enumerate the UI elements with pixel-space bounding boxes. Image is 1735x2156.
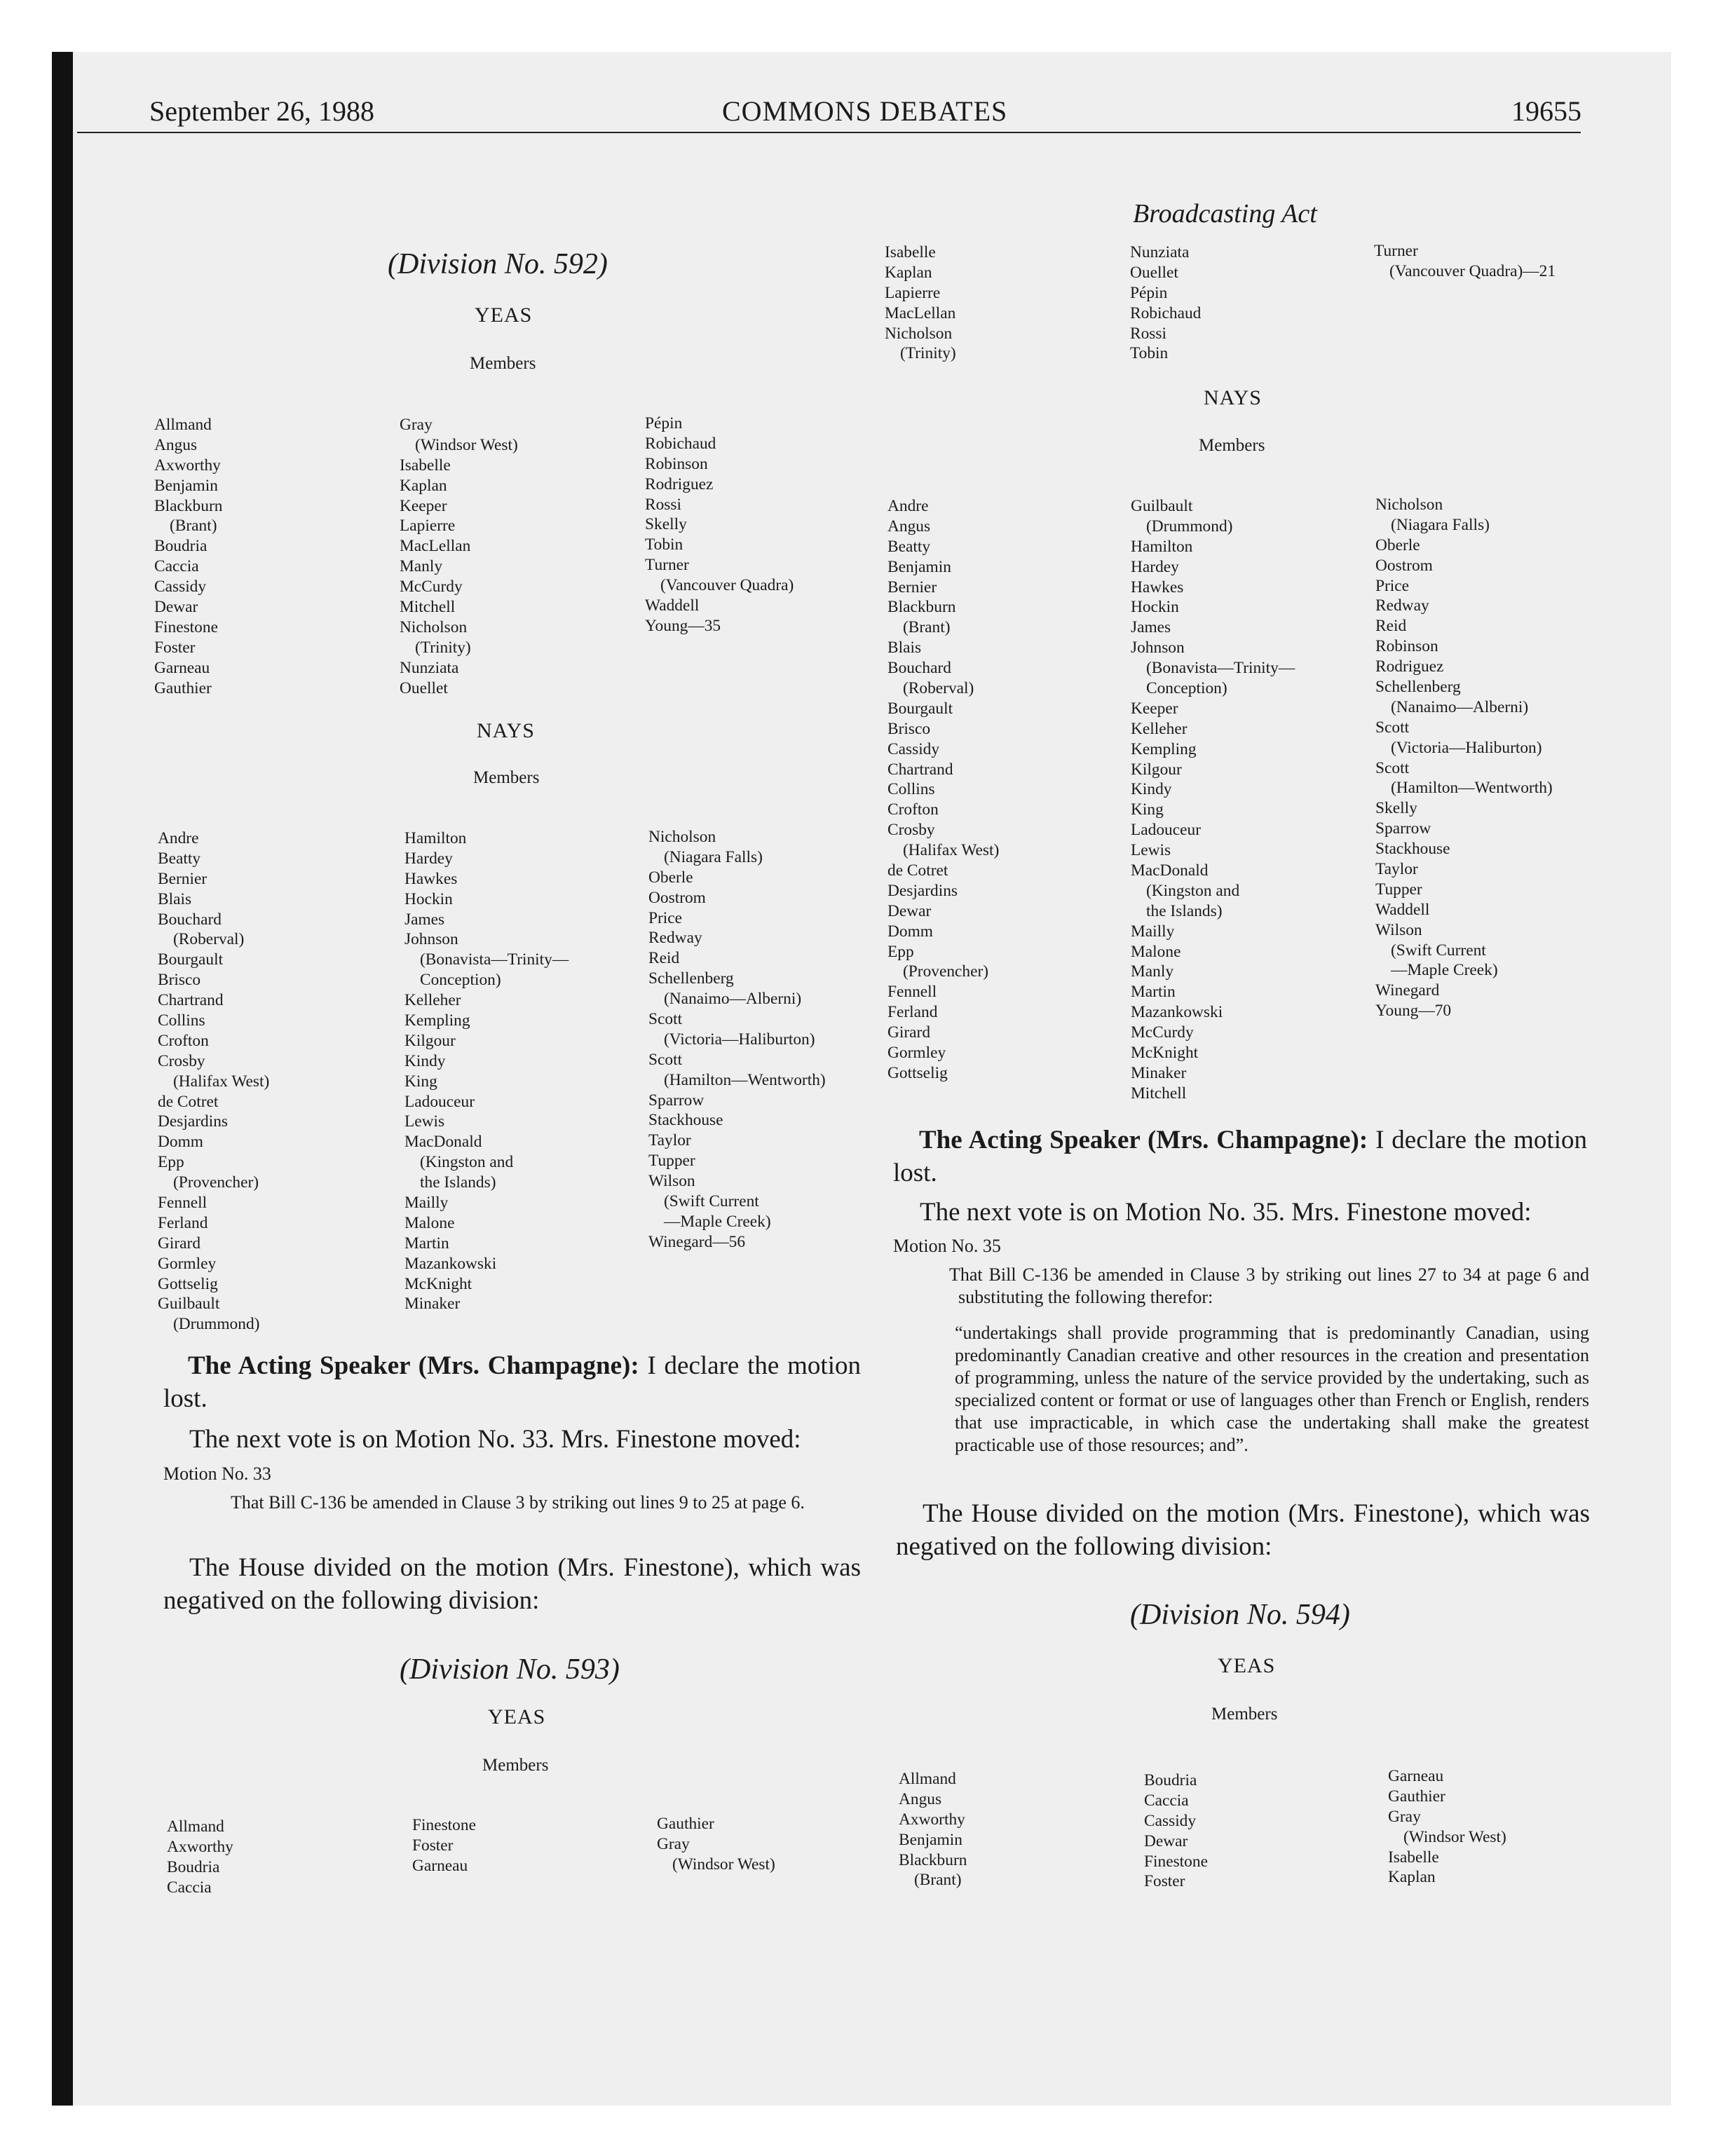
member-name: Lewis [1131, 841, 1171, 860]
header-page-number: 19655 [1511, 95, 1581, 127]
member-name: Domm [158, 1133, 203, 1152]
member-name: Caccia [1144, 1791, 1189, 1810]
division-593-members-label: Members [482, 1756, 549, 1775]
member-name: Robichaud [645, 434, 716, 453]
member-name: (Bonavista—Trinity— [1146, 659, 1295, 678]
member-name: Hockin [1131, 598, 1179, 617]
house-divided-33: The House divided on the motion (Mrs. Finestone), which was negatived on the following division: [163, 1553, 861, 1615]
member-name: Mitchell [1131, 1084, 1187, 1103]
division-594-members-label: Members [1211, 1705, 1278, 1724]
member-name: McKnight [1131, 1044, 1199, 1063]
member-name: Pépin [645, 414, 683, 432]
member-name: Guilbault [1131, 497, 1193, 515]
member-name: Blais [887, 639, 922, 657]
member-name: Cassidy [1144, 1811, 1197, 1830]
member-name: Dewar [154, 598, 198, 617]
member-name: Isabelle [1388, 1848, 1439, 1867]
member-name: Andre [158, 829, 199, 847]
member-name: Bernier [887, 578, 937, 596]
member-name: Wilson [1375, 920, 1422, 939]
member-name: Ferland [158, 1213, 208, 1232]
member-name: (Trinity) [900, 344, 956, 363]
member-name: Rodriguez [645, 475, 714, 493]
member-name: Sparrow [1375, 819, 1431, 838]
member-name: (Kingston and [1146, 881, 1240, 900]
member-name: Kelleher [404, 991, 461, 1010]
member-name: (Victoria—Haliburton) [1391, 738, 1542, 757]
member-name: de Cotret [158, 1092, 219, 1111]
member-name: Hardey [404, 849, 453, 868]
member-name: Turner [645, 556, 689, 575]
division-593-yeas-col-1 [167, 1817, 233, 1898]
member-name: Crofton [887, 800, 939, 819]
member-name: Tupper [648, 1152, 695, 1171]
member-name: Schellenberg [1375, 678, 1461, 697]
member-name: James [404, 910, 445, 929]
member-name: Fennell [158, 1194, 207, 1213]
member-name: Finestone [1144, 1852, 1208, 1871]
division-593-nays-col-1 [887, 496, 999, 1084]
member-name: Hawkes [404, 869, 458, 888]
member-name: Sparrow [648, 1091, 705, 1110]
member-name: Brisco [158, 971, 201, 990]
speaker-statement-1-text: I declare the motion lost. [163, 1351, 861, 1413]
member-name: Keeper [1131, 699, 1178, 718]
member-name: Caccia [154, 557, 199, 576]
member-name: Brisco [887, 719, 931, 738]
member-name: Tupper [1375, 880, 1422, 899]
member-name: Kempling [1131, 739, 1197, 758]
member-name: Axworthy [899, 1810, 965, 1829]
member-name: Crofton [158, 1031, 209, 1050]
member-name: Mailly [404, 1194, 449, 1213]
member-name: the Islands) [1146, 901, 1223, 920]
member-name: Dewar [1144, 1831, 1188, 1850]
member-name: (Roberval) [903, 679, 974, 698]
speaker-statement-2-text: I declare the motion lost. [893, 1126, 1587, 1187]
member-name: Foster [154, 638, 196, 657]
member-name: Robinson [645, 454, 708, 473]
member-name: Lapierre [400, 517, 456, 535]
member-name: Gottselig [887, 1063, 948, 1082]
member-name: Benjamin [899, 1830, 962, 1849]
member-name: Hawkes [1131, 578, 1184, 596]
member-name: Chartrand [158, 991, 224, 1010]
member-name: Cassidy [887, 739, 940, 758]
division-593-nays-label: NAYS [1204, 386, 1262, 409]
division-593-yeas-col-2 [412, 1815, 476, 1876]
member-name: (Halifax West) [173, 1072, 270, 1091]
member-name: Gauthier [154, 678, 212, 697]
member-name: de Cotret [887, 861, 948, 880]
member-name: Isabelle [400, 456, 451, 475]
member-name: Angus [899, 1789, 942, 1808]
division-594-yeas-col-3 [1388, 1766, 1506, 1888]
member-name: (Hamilton—Wentworth) [664, 1070, 826, 1089]
member-name: Price [648, 908, 683, 927]
division-592-nays-col-3 [648, 827, 826, 1253]
member-name: Mazankowski [404, 1254, 497, 1273]
member-name: Beatty [158, 849, 201, 868]
member-name: Taylor [1375, 860, 1418, 879]
member-name: MacLellan [400, 537, 471, 556]
member-name: MacLellan [885, 303, 956, 322]
member-name: (Roberval) [173, 930, 245, 949]
member-name: Tobin [645, 535, 683, 554]
division-592-yeas-col-3 [645, 414, 794, 636]
division-593-yeas-cont-col-1 [885, 243, 956, 364]
member-name: Johnson [404, 930, 458, 949]
member-name: Hardey [1131, 557, 1179, 576]
division-593-yeas-cont-col-2 [1130, 243, 1201, 364]
member-name: Kelleher [1131, 719, 1188, 738]
member-name: Girard [887, 1023, 931, 1042]
member-name: (Windsor West) [672, 1855, 775, 1874]
member-name: Allmand [154, 416, 212, 434]
division-594-title: (Division No. 594) [1130, 1599, 1350, 1631]
member-name: Boudria [167, 1857, 220, 1876]
member-name: MacDonald [1131, 861, 1209, 880]
member-name: Reid [648, 949, 680, 968]
member-name: Girard [158, 1234, 201, 1253]
member-name: Cassidy [154, 578, 207, 596]
member-name: Lewis [404, 1112, 445, 1131]
member-name: Blackburn [899, 1850, 967, 1869]
member-name: Keeper [400, 496, 447, 515]
division-592-title: (Division No. 592) [388, 248, 608, 280]
member-name: Oostrom [1375, 556, 1433, 575]
member-name: Minaker [1131, 1063, 1187, 1082]
member-name: Young—35 [645, 616, 721, 635]
member-name: Kilgour [404, 1031, 456, 1050]
scan-margin [0, 0, 1735, 52]
member-name: Allmand [167, 1817, 224, 1836]
member-name: Chartrand [887, 760, 953, 779]
member-name: James [1131, 618, 1171, 637]
member-name: (Kingston and [420, 1153, 514, 1172]
member-name: Nunziata [400, 658, 459, 677]
member-name: Reid [1375, 617, 1407, 636]
member-name: Price [1375, 576, 1410, 595]
member-name: Martin [404, 1234, 449, 1253]
member-name: Tobin [1130, 344, 1169, 363]
member-name: Finestone [154, 618, 218, 636]
speaker-statement-1 [163, 1349, 861, 1415]
division-594-yeas-col-2 [1144, 1770, 1208, 1892]
member-name: Stackhouse [1375, 840, 1450, 859]
member-name: Kindy [404, 1051, 446, 1070]
division-593-nays-members-label: Members [1199, 436, 1265, 455]
member-name: (Windsor West) [415, 435, 518, 454]
division-594-yeas-col-1 [899, 1769, 967, 1890]
member-name: Scott [1375, 718, 1410, 737]
member-name: Nicholson [400, 618, 468, 636]
member-name: Finestone [412, 1816, 476, 1834]
member-name: (Halifax West) [903, 841, 1000, 860]
member-name: Bourgault [887, 699, 953, 718]
division-592-yeas-col-1 [154, 415, 222, 698]
member-name: Collins [158, 1011, 205, 1030]
member-name: Allmand [899, 1770, 956, 1788]
speaker-name-2: The Acting Speaker (Mrs. Champagne): [919, 1126, 1368, 1154]
member-name: (Niagara Falls) [1391, 515, 1490, 534]
member-name: Schellenberg [648, 969, 734, 988]
header-title: COMMONS DEBATES [722, 95, 1008, 127]
member-name: McCurdy [400, 578, 463, 596]
member-name: (Hamilton—Wentworth) [1391, 779, 1553, 798]
member-name: Blackburn [887, 598, 956, 617]
member-name: (Drummond) [173, 1315, 260, 1334]
member-name: Dewar [887, 901, 932, 920]
division-593-nays-col-3 [1375, 495, 1553, 1021]
member-name: Ouellet [1130, 263, 1178, 282]
member-name: Garneau [412, 1856, 468, 1875]
member-name: Boudria [154, 537, 207, 556]
speaker-statement-2 [893, 1124, 1587, 1189]
member-name: (Nanaimo—Alberni) [1391, 697, 1529, 716]
member-name: Manly [400, 557, 443, 576]
division-592-yeas-label: YEAS [475, 303, 533, 327]
member-name: Nicholson [648, 828, 716, 846]
section-title: Broadcasting Act [1133, 199, 1317, 228]
member-name: Gauthier [657, 1815, 714, 1833]
member-name: (Swift Current [1391, 941, 1486, 960]
division-593-yeas-label: YEAS [488, 1705, 546, 1728]
member-name: Winegard [1375, 981, 1440, 1000]
member-name: McKnight [404, 1274, 472, 1293]
member-name: Benjamin [887, 557, 951, 576]
member-name: Gray [657, 1834, 690, 1853]
member-name: (Provencher) [903, 962, 989, 981]
member-name: Malone [404, 1213, 455, 1232]
member-name: King [1131, 800, 1164, 819]
member-name: Bourgault [158, 950, 224, 969]
header-rule [77, 132, 1581, 133]
member-name: Hamilton [404, 829, 467, 847]
member-name: Minaker [404, 1295, 461, 1314]
member-name: Benjamin [154, 476, 218, 495]
member-name: Robichaud [1130, 303, 1202, 322]
member-name: Scott [648, 1050, 683, 1069]
division-594-yeas-label: YEAS [1218, 1654, 1276, 1677]
member-name: Hamilton [1131, 537, 1193, 556]
member-name: Skelly [645, 515, 687, 534]
member-name: (Bonavista—Trinity— [420, 950, 569, 969]
member-name: Scott [648, 1010, 683, 1029]
member-name: Manly [1131, 962, 1174, 981]
member-name: Collins [887, 780, 935, 799]
member-name: —Maple Creek) [664, 1212, 771, 1231]
division-593-yeas-col-3 [657, 1814, 775, 1875]
member-name: Nicholson [885, 324, 953, 343]
member-name: (Brant) [170, 517, 217, 535]
member-name: Kempling [404, 1011, 470, 1030]
member-name: Angus [154, 435, 198, 454]
member-name: Bouchard [158, 910, 222, 929]
member-name: Pépin [1130, 283, 1168, 302]
member-name: Young—70 [1375, 1002, 1452, 1021]
member-name: (Provencher) [173, 1173, 259, 1192]
division-592-nays-col-1 [158, 828, 269, 1335]
member-name: Isabelle [885, 243, 936, 261]
member-name: Bouchard [887, 659, 951, 678]
member-name: Mitchell [400, 598, 456, 617]
member-name: Axworthy [154, 456, 221, 475]
division-593-yeas-cont-col-3 [1374, 241, 1556, 282]
member-name: Domm [887, 922, 933, 941]
next-vote-35: The next vote is on Motion No. 35. Mrs. Finestone moved: [920, 1198, 1532, 1227]
member-name: Conception) [1146, 679, 1227, 698]
member-name: Andre [887, 497, 929, 515]
member-name: Oberle [648, 868, 693, 887]
member-name: Winegard—56 [648, 1232, 746, 1251]
motion-35-text: That Bill C-136 be amended in Clause 3 by striking out lines 27 to 34 at page 6 and substituting the following therefor: [949, 1264, 1589, 1307]
member-name: Lapierre [885, 283, 941, 302]
division-592-yeas-col-2 [400, 415, 518, 698]
member-name: Conception) [420, 971, 501, 990]
member-name: Bernier [158, 869, 207, 888]
member-name: Kaplan [885, 263, 932, 282]
member-name: Robinson [1375, 637, 1438, 656]
member-name: Rossi [1130, 324, 1167, 343]
member-name: (Trinity) [415, 638, 471, 657]
division-592-nays-col-2 [404, 828, 569, 1314]
member-name: Martin [1131, 983, 1176, 1002]
member-name: Hockin [404, 889, 453, 908]
member-name: (Windsor West) [1403, 1827, 1506, 1846]
member-name: (Niagara Falls) [664, 847, 763, 866]
member-name: King [404, 1072, 437, 1091]
member-name: Kindy [1131, 780, 1172, 799]
member-name: —Maple Creek) [1391, 961, 1498, 980]
member-name: Turner [1374, 242, 1418, 260]
member-name: (Swift Current [664, 1192, 759, 1211]
member-name: Waddell [1375, 900, 1430, 919]
speaker-name-1: The Acting Speaker (Mrs. Champagne): [188, 1351, 639, 1380]
member-name: (Vancouver Quadra) [660, 576, 794, 595]
member-name: Blais [158, 889, 192, 908]
member-name: Fennell [887, 983, 937, 1002]
member-name: Epp [887, 942, 914, 961]
member-name: Garneau [154, 658, 210, 677]
member-name: Crosby [887, 821, 935, 840]
member-name: Ferland [887, 1003, 938, 1022]
member-name: Waddell [645, 596, 700, 615]
member-name: Rossi [645, 495, 682, 514]
member-name: Ladouceur [404, 1092, 475, 1111]
motion-33-label: Motion No. 33 [163, 1464, 271, 1484]
member-name: Desjardins [158, 1112, 229, 1131]
member-name: Gray [400, 416, 433, 434]
member-name: (Victoria—Haliburton) [664, 1030, 815, 1049]
member-name: Rodriguez [1375, 657, 1444, 676]
member-name: Nunziata [1130, 243, 1190, 261]
member-name: Gormley [158, 1254, 217, 1273]
member-name: Malone [1131, 942, 1181, 961]
member-name: Blackburn [154, 496, 223, 515]
motion-35-quote: “undertakings shall provide programming that is predominantly Canadian, using predominantly Canadian creative and other resources in the creation and presentation of programming, unless the nature of the service provided by the undertaking, such as specialized content or format or use of languages other than French or English, renders that use impracticable, in which case the undertaking shall make the greatest practicable use of those resources; and”. [955, 1323, 1589, 1455]
member-name: (Drummond) [1146, 517, 1233, 535]
next-vote-33: The next vote is on Motion No. 33. Mrs. Finestone moved: [189, 1425, 801, 1454]
member-name: Taylor [648, 1131, 691, 1150]
member-name: (Nanaimo—Alberni) [664, 990, 802, 1009]
member-name: (Brant) [903, 618, 951, 637]
member-name: Kilgour [1131, 760, 1182, 779]
member-name: Axworthy [167, 1837, 233, 1856]
member-name: Caccia [167, 1878, 212, 1897]
member-name: Ouellet [400, 678, 448, 697]
member-name: Ladouceur [1131, 821, 1202, 840]
member-name: Wilson [648, 1172, 695, 1191]
house-divided-35: The House divided on the motion (Mrs. Finestone), which was negatived on the following division: [896, 1499, 1590, 1561]
member-name: Boudria [1144, 1771, 1197, 1789]
member-name: McCurdy [1131, 1023, 1194, 1042]
member-name: Gray [1388, 1807, 1421, 1826]
division-592-nays-label: NAYS [477, 719, 535, 742]
member-name: (Vancouver Quadra)—21 [1389, 261, 1556, 280]
division-593-nays-col-2 [1131, 496, 1295, 1104]
member-name: Oostrom [648, 888, 706, 907]
member-name: Foster [412, 1836, 454, 1855]
member-name: Nicholson [1375, 496, 1443, 514]
motion-33-text: That Bill C-136 be amended in Clause 3 by striking out lines 9 to 25 at page 6. [231, 1492, 805, 1513]
member-name: Foster [1144, 1872, 1185, 1891]
header-date: September 26, 1988 [149, 95, 375, 127]
member-name: Beatty [887, 537, 931, 556]
member-name: Oberle [1375, 535, 1420, 554]
member-name: Mailly [1131, 922, 1175, 941]
member-name: Redway [648, 929, 702, 948]
member-name: Mazankowski [1131, 1003, 1223, 1022]
division-592-nays-members-label: Members [473, 768, 540, 787]
division-592-members-label: Members [470, 354, 536, 373]
member-name: Desjardins [887, 881, 958, 900]
member-name: Johnson [1131, 639, 1185, 657]
member-name: MacDonald [404, 1133, 482, 1152]
scan-edge [52, 52, 73, 2106]
member-name: (Brant) [914, 1871, 962, 1890]
member-name: Skelly [1375, 799, 1417, 818]
member-name: Guilbault [158, 1295, 220, 1314]
member-name: Kaplan [1388, 1868, 1436, 1887]
member-name: Epp [158, 1153, 184, 1172]
member-name: the Islands) [420, 1173, 496, 1192]
member-name: Angus [887, 517, 931, 535]
member-name: Kaplan [400, 476, 447, 495]
member-name: Gormley [887, 1044, 946, 1063]
member-name: Crosby [158, 1051, 205, 1070]
member-name: Gottselig [158, 1274, 218, 1293]
member-name: Scott [1375, 758, 1410, 777]
member-name: Garneau [1388, 1767, 1444, 1785]
member-name: Stackhouse [648, 1111, 723, 1130]
motion-35-label: Motion No. 35 [893, 1236, 1001, 1256]
division-593-title: (Division No. 593) [400, 1653, 620, 1686]
member-name: Redway [1375, 596, 1429, 615]
member-name: Gauthier [1388, 1787, 1445, 1806]
